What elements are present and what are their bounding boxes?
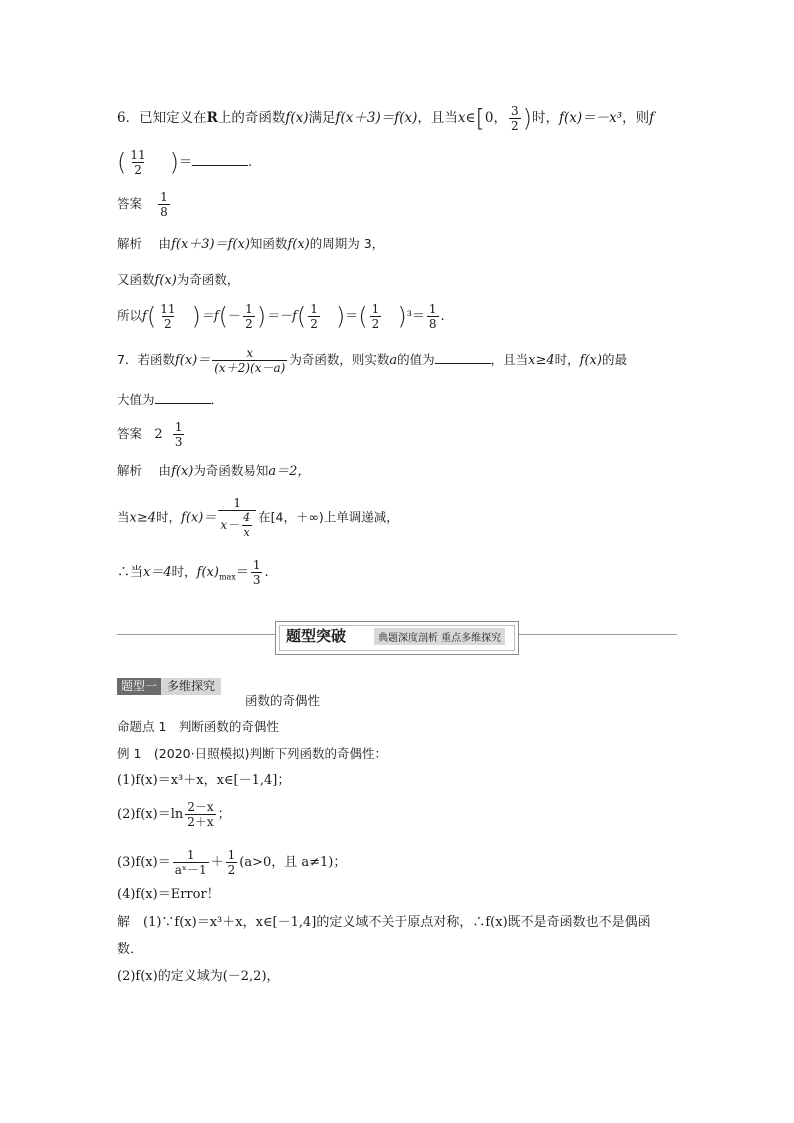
banner-title: 题型突破 [286, 627, 347, 645]
topic-tag-kind: 多维探究 [161, 678, 221, 695]
solution-line-2: 数． [117, 942, 144, 957]
a6-frac: $\frac{1}{8}$ [160, 190, 168, 219]
a7-jx1: 解析 由f(x)为奇函数易知a＝2， [117, 463, 311, 479]
a6-answer: 答案 $\frac{1}{8}$ [117, 190, 168, 219]
a7-answer: 答案 2 $\frac{1}{3}$ [117, 420, 183, 449]
a7-frac: $\frac{1}{3}$ [174, 420, 183, 449]
a6-jx1: 解析 由f(x＋3)＝f(x)知函数f(x)的周期为 3， [117, 236, 385, 252]
a7-frac-complex: 1 x－ $\frac{4}{x}$ [218, 496, 256, 540]
topic-title: 函数的奇偶性 [245, 693, 321, 708]
q7-frac: $\frac{x}{(x+2)(x-a)}$ [214, 346, 286, 375]
a7-jx2: 当x≥4时，f(x)＝ 1 x－ $\frac{4}{x}$ 在[4，＋∞)上单调递减， [117, 496, 399, 539]
item-4: (4)f(x)＝Error！ [117, 887, 220, 902]
solution-line-3: (2)f(x)的定义域为(－2,2)， [117, 969, 280, 984]
q6-frac-11-2: $\frac{11}{2}$ [130, 148, 146, 177]
q6-R: R [206, 110, 218, 126]
divider-right [517, 634, 677, 635]
solution-line-1: 解 (1)∵f(x)＝x³＋x，x∈[－1,4]的定义域不关于原点对称，∴f(x)既不是奇函数也不是偶函 [117, 915, 651, 930]
item-1: (1)f(x)＝x³＋x，x∈[－1,4]； [117, 773, 291, 788]
item-2: (2)f(x)＝ln $\frac{2-x}{2+x}$ ； [117, 800, 231, 829]
a6-jx2: 又函数f(x)为奇函数， [117, 272, 240, 288]
example-heading: 例 1 (2020·日照模拟)判断下列函数的奇偶性： [117, 746, 387, 761]
section-banner [275, 621, 519, 655]
a7-jx3: ∴当x＝4时，$f(x)_{max}=$ $\frac{1}{3}$ . [117, 558, 269, 587]
q6-line2: ( $\frac{11}{2}$ )＝ . [117, 148, 253, 177]
q7-line2: 大值为 ． [117, 392, 224, 408]
item-3: (3)f(x)＝ $\frac{1}{\text{aˣ－1}}$ ＋ $\frac{1}{2}$ (a>0，且 a≠1)； [117, 848, 347, 877]
q6-line1: 6．已知定义在R上的奇函数f(x)满足f(x＋3)＝f(x)，且当x∈[0， $\frac{3}{2}$ )时，f(x)＝－x³，则f [117, 104, 655, 133]
a6-jx3: 所以f( $\frac{11}{2}$ )＝f(－ $\frac{1}{2}$ )＝－f( $\frac{1}{2}$ )＝( $\frac{1}{2}$ )³＝ $\frac{1}{8}$ . [117, 302, 445, 331]
q7-line1: 7．若函数f(x)＝ $\frac{x}{(x+2)(x-a)}$ 为奇函数，则实数a的值为 ，且当x≥4时，f(x)的最 [117, 346, 627, 375]
answer-blank [192, 155, 248, 166]
topic-tag-type: 题型一 [117, 678, 161, 695]
banner-subtitle: 典题深度剖析 重点多维探究 [374, 628, 505, 645]
q6-frac-3-2: $\frac{3}{2}$ [510, 104, 519, 133]
topic-tag [117, 678, 221, 695]
divider-left [117, 634, 275, 635]
proposition-point: 命题点 1 判断函数的奇偶性 [117, 719, 279, 734]
